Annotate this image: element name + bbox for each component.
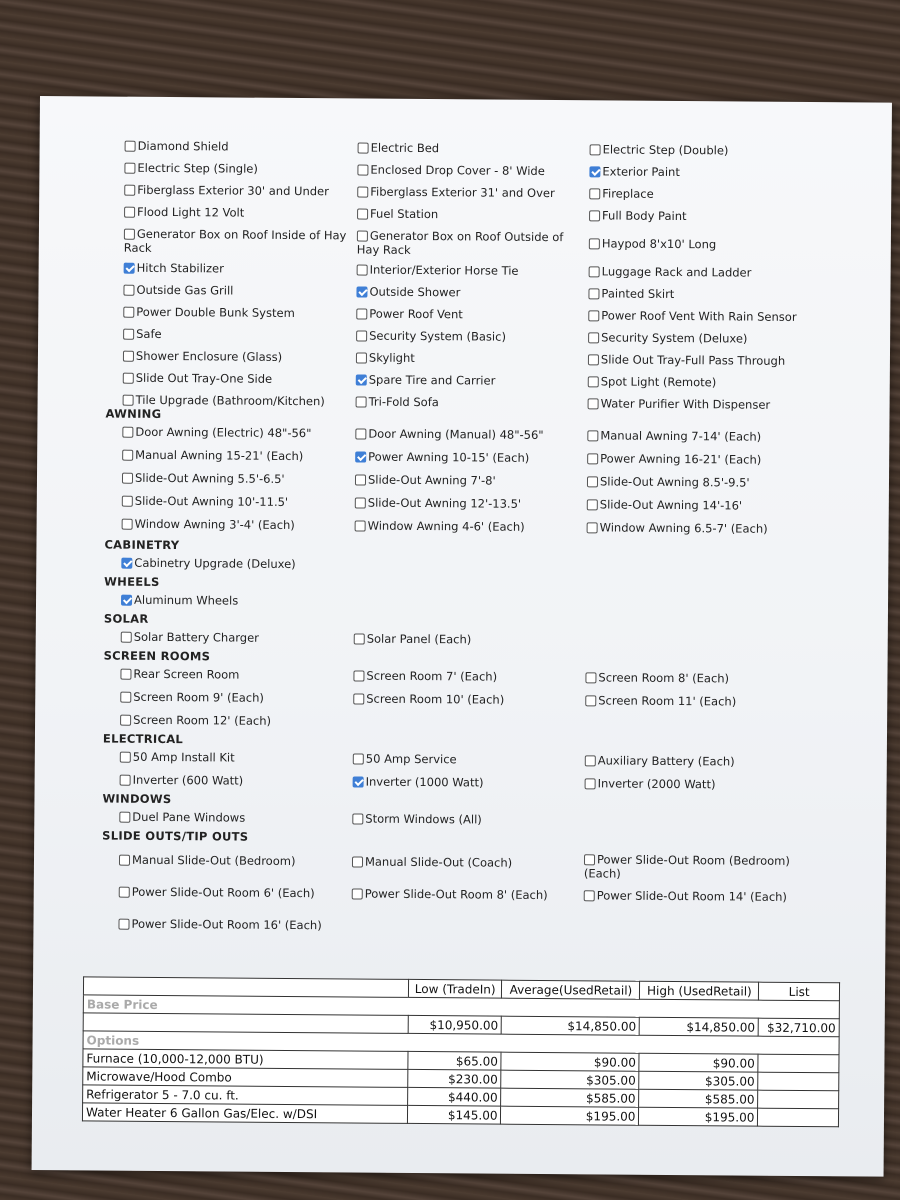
option-label: Power Roof Vent With Rain Sensor bbox=[601, 308, 797, 324]
base-price-label: Base Price bbox=[83, 995, 839, 1019]
option-label: Slide-Out Awning 7'-8' bbox=[367, 472, 496, 488]
option-enclosed-drop-cover-8-wide[interactable] bbox=[357, 162, 545, 177]
option-luggage-rack-and-ladder[interactable] bbox=[589, 264, 752, 279]
checkbox[interactable] bbox=[585, 695, 596, 706]
option-label: Enclosed Drop Cover - 8' Wide bbox=[370, 162, 545, 178]
checkbox[interactable] bbox=[123, 373, 134, 384]
option-label: Power Slide-Out Room (Bedroom) (Each) bbox=[583, 852, 790, 881]
checkbox-checked[interactable] bbox=[356, 286, 367, 297]
option-slide-out-awning-10-11-5[interactable] bbox=[122, 494, 288, 509]
option-outside-gas-grill[interactable] bbox=[123, 283, 233, 298]
option-label: Screen Room 8' (Each) bbox=[598, 670, 730, 686]
option-slide-out-awning-7-8[interactable] bbox=[355, 472, 496, 487]
option-label: Inverter (1000 Watt) bbox=[365, 774, 484, 790]
checkbox[interactable] bbox=[585, 755, 596, 766]
checkbox[interactable] bbox=[124, 185, 135, 196]
option-label: Fiberglass Exterior 31' and Over bbox=[370, 184, 555, 201]
section-heading: CABINETRY bbox=[104, 537, 180, 553]
option-interior-exterior-horse-tie[interactable] bbox=[357, 262, 519, 277]
checkbox[interactable] bbox=[353, 670, 364, 681]
option-label: Power Slide-Out Room 6' (Each) bbox=[131, 884, 315, 901]
option-label: Spare Tire and Carrier bbox=[368, 372, 496, 388]
checkbox[interactable] bbox=[353, 753, 364, 764]
option-label: Fireplace bbox=[602, 186, 654, 201]
checkbox[interactable] bbox=[122, 496, 133, 507]
option-label: Inverter (600 Watt) bbox=[132, 772, 244, 788]
section-heading: ELECTRICAL bbox=[102, 731, 184, 747]
option-security-system-deluxe[interactable] bbox=[588, 330, 747, 345]
option-low: $65.00 bbox=[408, 1051, 502, 1070]
option-label: 50 Amp Service bbox=[365, 751, 457, 767]
option-label: Window Awning 3'-4' (Each) bbox=[134, 516, 295, 533]
checkbox[interactable] bbox=[120, 775, 131, 786]
checkbox[interactable] bbox=[352, 813, 363, 824]
checkbox[interactable] bbox=[119, 887, 130, 898]
checkbox[interactable] bbox=[118, 919, 129, 930]
option-slide-out-tray-full-pass-through[interactable] bbox=[588, 352, 785, 368]
option-average: $585.00 bbox=[501, 1088, 639, 1107]
option-exterior-paint[interactable] bbox=[589, 164, 680, 179]
option-label: Interior/Exterior Horse Tie bbox=[369, 262, 519, 278]
option-aluminum-wheels[interactable] bbox=[121, 593, 238, 608]
option-label: Power Slide-Out Room 16' (Each) bbox=[131, 916, 322, 933]
option-solar-battery-charger[interactable] bbox=[121, 630, 259, 645]
option-power-awning-10-15-each[interactable] bbox=[355, 449, 529, 464]
checkbox[interactable] bbox=[584, 854, 595, 865]
option-power-slide-out-room-bedroom-each[interactable] bbox=[584, 852, 809, 882]
checkbox[interactable] bbox=[354, 633, 365, 644]
option-label: Slide-Out Awning 5.5'-6.5' bbox=[134, 470, 285, 486]
checkbox[interactable] bbox=[355, 428, 366, 439]
option-label: Screen Room 12' (Each) bbox=[133, 712, 272, 728]
option-label: Power Slide-Out Room 8' (Each) bbox=[364, 886, 548, 903]
option-safe[interactable] bbox=[123, 327, 162, 341]
option-label: 50 Amp Install Kit bbox=[132, 749, 235, 765]
checkbox[interactable] bbox=[119, 812, 130, 823]
option-manual-slide-out-bedroom[interactable] bbox=[119, 853, 296, 868]
option-label: Luggage Rack and Ladder bbox=[601, 264, 752, 280]
checkbox[interactable] bbox=[589, 266, 600, 277]
option-shower-enclosure-glass[interactable] bbox=[123, 349, 282, 364]
checkbox[interactable] bbox=[357, 264, 368, 275]
option-label: Diamond Shield bbox=[137, 138, 229, 154]
option-label: Rear Screen Room bbox=[133, 666, 240, 682]
option-label: Inverter (2000 Watt) bbox=[597, 776, 716, 792]
option-label: Tri-Fold Sofa bbox=[368, 394, 439, 410]
checkbox[interactable] bbox=[122, 519, 133, 530]
option-diamond-shield[interactable] bbox=[125, 139, 229, 154]
checkbox[interactable] bbox=[122, 427, 133, 438]
option-storm-windows-all[interactable] bbox=[352, 811, 482, 826]
checkbox[interactable] bbox=[125, 141, 136, 152]
checkbox[interactable] bbox=[588, 332, 599, 343]
option-label: Tile Upgrade (Bathroom/Kitchen) bbox=[135, 392, 325, 409]
option-label: Generator Box on Roof Outside of Hay Rack bbox=[356, 228, 564, 257]
option-label: Duel Pane Windows bbox=[132, 809, 246, 825]
option-door-awning-manual-48-56[interactable] bbox=[355, 426, 543, 441]
option-name: Water Heater 6 Gallon Gas/Elec. w/DSI bbox=[82, 1103, 407, 1124]
checkbox[interactable] bbox=[588, 398, 599, 409]
option-fiberglass-exterior-31-and-over[interactable] bbox=[357, 184, 555, 200]
option-label: Slide-Out Awning 14'-16' bbox=[599, 497, 743, 513]
option-label: Screen Room 10' (Each) bbox=[366, 691, 505, 707]
option-label: Electric Step (Single) bbox=[137, 160, 258, 176]
checkbox[interactable] bbox=[587, 522, 598, 533]
option-label: Solar Panel (Each) bbox=[366, 631, 472, 647]
option-50-amp-service[interactable] bbox=[353, 751, 457, 766]
option-average: $90.00 bbox=[501, 1052, 639, 1071]
checkbox[interactable] bbox=[120, 669, 131, 680]
options-sheet bbox=[32, 96, 892, 1177]
option-label: Manual Slide-Out (Coach) bbox=[364, 854, 513, 870]
option-auxiliary-battery-each[interactable] bbox=[585, 753, 735, 768]
option-label: Generator Box on Roof Inside of Hay Rack bbox=[123, 226, 347, 255]
checkbox[interactable] bbox=[356, 352, 367, 363]
option-label: Door Awning (Electric) 48"-56" bbox=[135, 424, 312, 441]
checkbox[interactable] bbox=[589, 210, 600, 221]
option-screen-room-8-each[interactable] bbox=[585, 670, 729, 685]
option-label: Security System (Basic) bbox=[369, 328, 507, 344]
checkbox[interactable] bbox=[587, 453, 598, 464]
checkbox[interactable] bbox=[120, 715, 131, 726]
section-heading: WHEELS bbox=[104, 574, 160, 589]
option-label: Safe bbox=[136, 326, 162, 341]
option-outside-shower[interactable] bbox=[356, 284, 460, 299]
option-skylight[interactable] bbox=[356, 350, 415, 364]
option-label: Solar Battery Charger bbox=[133, 629, 259, 645]
option-label: Hitch Stabilizer bbox=[136, 260, 224, 276]
checkbox[interactable] bbox=[119, 855, 130, 866]
base-low: $10,950.00 bbox=[408, 1015, 502, 1034]
checkbox[interactable] bbox=[123, 285, 134, 296]
option-label: Manual Awning 7-14' (Each) bbox=[600, 428, 762, 444]
options-label: Options bbox=[83, 1031, 839, 1055]
option-screen-room-10-each[interactable] bbox=[353, 691, 504, 706]
option-label: Screen Room 7' (Each) bbox=[366, 668, 498, 684]
checkbox[interactable] bbox=[120, 752, 131, 763]
checkbox-checked[interactable] bbox=[353, 776, 364, 787]
option-label: Outside Gas Grill bbox=[136, 282, 234, 298]
section-heading: SOLAR bbox=[103, 611, 149, 626]
option-fireplace[interactable] bbox=[589, 186, 654, 201]
option-label: Security System (Deluxe) bbox=[601, 330, 748, 346]
option-window-awning-3-4-each[interactable] bbox=[122, 517, 295, 532]
option-screen-room-9-each[interactable] bbox=[120, 690, 264, 705]
checkbox-checked[interactable] bbox=[124, 263, 135, 274]
option-inverter-2000-watt[interactable] bbox=[585, 776, 716, 791]
option-label: Manual Awning 15-21' (Each) bbox=[135, 447, 304, 464]
checkbox[interactable] bbox=[355, 520, 366, 531]
option-50-amp-install-kit[interactable] bbox=[120, 750, 235, 765]
option-electric-step-single[interactable] bbox=[124, 161, 258, 176]
checkbox-checked[interactable] bbox=[355, 451, 366, 462]
checkbox[interactable] bbox=[587, 430, 598, 441]
option-label: Fiberglass Exterior 30' and Under bbox=[137, 182, 329, 199]
checkbox-checked[interactable] bbox=[121, 558, 132, 569]
option-screen-room-12-each[interactable] bbox=[120, 713, 271, 728]
option-label: Screen Room 11' (Each) bbox=[598, 693, 737, 709]
option-power-slide-out-room-16-each[interactable] bbox=[118, 917, 321, 933]
option-label: Flood Light 12 Volt bbox=[137, 204, 245, 220]
option-manual-awning-15-21-each[interactable] bbox=[122, 448, 303, 463]
checkbox[interactable] bbox=[590, 144, 601, 155]
option-label: Fuel Station bbox=[370, 206, 439, 222]
checkbox[interactable] bbox=[357, 208, 368, 219]
option-door-awning-electric-48-56[interactable] bbox=[122, 425, 311, 440]
option-label: Slide-Out Awning 12'-13.5' bbox=[367, 495, 522, 511]
option-average: $305.00 bbox=[501, 1070, 639, 1089]
option-inverter-1000-watt[interactable] bbox=[353, 774, 484, 789]
col-high: High (UsedRetail) bbox=[640, 981, 759, 1000]
checkbox[interactable] bbox=[357, 186, 368, 197]
checkbox[interactable] bbox=[124, 207, 135, 218]
option-generator-box-on-roof-outside-of-hay-rack[interactable] bbox=[357, 228, 582, 258]
option-low: $145.00 bbox=[407, 1105, 501, 1124]
option-flood-light-12-volt[interactable] bbox=[124, 205, 244, 220]
option-label: Power Awning 16-21' (Each) bbox=[600, 451, 762, 467]
checkbox[interactable] bbox=[122, 473, 133, 484]
option-label: Slide Out Tray-Full Pass Through bbox=[600, 352, 786, 368]
option-high: $305.00 bbox=[639, 1071, 758, 1090]
option-fiberglass-exterior-30-and-under[interactable] bbox=[124, 183, 329, 199]
option-screen-room-11-each[interactable] bbox=[585, 693, 736, 708]
col-average: Average(UsedRetail) bbox=[502, 980, 640, 999]
checkbox[interactable] bbox=[124, 229, 135, 240]
checkbox[interactable] bbox=[123, 395, 134, 406]
option-water-purifier-with-dispenser[interactable] bbox=[588, 396, 771, 411]
option-label: Cabinetry Upgrade (Deluxe) bbox=[134, 555, 296, 572]
option-electric-step-double[interactable] bbox=[590, 142, 729, 157]
option-slide-out-tray-one-side[interactable] bbox=[123, 371, 272, 386]
section-heading: AWNING bbox=[105, 406, 162, 421]
option-full-body-paint[interactable] bbox=[589, 208, 687, 223]
checkbox[interactable] bbox=[589, 238, 600, 249]
checkbox[interactable] bbox=[585, 778, 596, 789]
option-haypod-8-x10-long[interactable] bbox=[589, 236, 716, 251]
option-label: Slide Out Tray-One Side bbox=[135, 370, 273, 386]
option-label: Exterior Paint bbox=[602, 164, 680, 180]
option-power-slide-out-room-14-each[interactable] bbox=[584, 888, 787, 904]
option-low: $440.00 bbox=[408, 1087, 502, 1106]
section-heading: SLIDE OUTS/TIP OUTS bbox=[102, 828, 249, 844]
checkbox[interactable] bbox=[588, 310, 599, 321]
option-label: Electric Bed bbox=[370, 140, 440, 156]
checkbox[interactable] bbox=[121, 632, 132, 643]
option-manual-slide-out-coach[interactable] bbox=[352, 854, 512, 869]
option-slide-out-awning-5-5-6-5[interactable] bbox=[122, 471, 285, 486]
checkbox[interactable] bbox=[123, 307, 134, 318]
checkbox[interactable] bbox=[355, 474, 366, 485]
option-power-slide-out-room-6-each[interactable] bbox=[119, 885, 315, 901]
option-label: Window Awning 6.5-7' (Each) bbox=[599, 520, 768, 536]
base-list: $32,710.00 bbox=[759, 1018, 840, 1037]
option-label: Water Purifier With Dispenser bbox=[600, 396, 771, 412]
checkbox-checked[interactable] bbox=[589, 166, 600, 177]
option-label: Screen Room 9' (Each) bbox=[133, 689, 264, 705]
option-slide-out-awning-8-5-9-5[interactable] bbox=[587, 474, 750, 489]
price-table bbox=[82, 976, 840, 1127]
section-heading: WINDOWS bbox=[102, 791, 172, 807]
option-label: Aluminum Wheels bbox=[133, 592, 239, 608]
option-slide-out-awning-12-13-5[interactable] bbox=[355, 495, 521, 510]
checkbox[interactable] bbox=[587, 499, 598, 510]
options-checklist bbox=[40, 96, 892, 933]
checkbox[interactable] bbox=[584, 890, 595, 901]
option-hitch-stabilizer[interactable] bbox=[124, 261, 224, 276]
option-label: Power Double Bunk System bbox=[136, 304, 295, 321]
option-electric-bed[interactable] bbox=[358, 140, 440, 155]
col-list: List bbox=[759, 982, 840, 1001]
option-label: Shower Enclosure (Glass) bbox=[135, 348, 283, 364]
option-power-double-bunk-system[interactable] bbox=[123, 305, 295, 320]
option-slide-out-awning-14-16[interactable] bbox=[587, 497, 742, 512]
option-label: Skylight bbox=[368, 350, 415, 365]
checkbox[interactable] bbox=[352, 888, 363, 899]
option-cabinetry-upgrade-deluxe[interactable] bbox=[121, 556, 295, 571]
option-label: Door Awning (Manual) 48"-56" bbox=[368, 426, 544, 442]
option-label: Auxiliary Battery (Each) bbox=[597, 753, 735, 769]
checkbox[interactable] bbox=[120, 692, 131, 703]
option-label: Full Body Paint bbox=[602, 208, 687, 224]
option-power-awning-16-21-each[interactable] bbox=[587, 451, 761, 466]
option-power-roof-vent-with-rain-sensor[interactable] bbox=[588, 308, 796, 324]
checkbox[interactable] bbox=[585, 672, 596, 683]
option-high: $585.00 bbox=[639, 1089, 758, 1108]
checkbox[interactable] bbox=[356, 308, 367, 319]
option-power-slide-out-room-8-each[interactable] bbox=[352, 886, 548, 902]
option-label: Painted Skirt bbox=[601, 286, 675, 301]
checkbox[interactable] bbox=[588, 376, 599, 387]
checkbox[interactable] bbox=[122, 450, 133, 461]
option-label: Power Awning 10-15' (Each) bbox=[368, 449, 530, 465]
option-label: Outside Shower bbox=[369, 284, 461, 300]
base-high: $14,850.00 bbox=[640, 1017, 759, 1036]
checkbox[interactable] bbox=[357, 230, 368, 241]
option-label: Slide-Out Awning 10'-11.5' bbox=[134, 493, 289, 509]
base-average: $14,850.00 bbox=[502, 1016, 640, 1035]
checkbox[interactable] bbox=[353, 693, 364, 704]
option-power-roof-vent[interactable] bbox=[356, 306, 463, 321]
option-label: Power Roof Vent bbox=[369, 306, 463, 322]
col-low: Low (TradeIn) bbox=[408, 979, 502, 998]
option-inverter-600-watt[interactable] bbox=[120, 773, 244, 788]
option-generator-box-on-roof-inside-of-hay-rack[interactable] bbox=[124, 227, 349, 257]
checkbox[interactable] bbox=[123, 329, 134, 340]
checkbox[interactable] bbox=[352, 856, 363, 867]
option-name: Refrigerator 5 - 7.0 cu. ft. bbox=[83, 1085, 408, 1106]
option-label: Window Awning 4-6' (Each) bbox=[367, 518, 525, 534]
option-label: Storm Windows (All) bbox=[365, 811, 482, 827]
option-duel-pane-windows[interactable] bbox=[119, 810, 245, 825]
option-name: Furnace (10,000-12,000 BTU) bbox=[83, 1049, 408, 1070]
checkbox[interactable] bbox=[587, 476, 598, 487]
option-security-system-basic[interactable] bbox=[356, 328, 506, 343]
option-window-awning-6-5-7-each[interactable] bbox=[587, 520, 768, 535]
option-manual-awning-7-14-each[interactable] bbox=[587, 428, 761, 443]
option-label: Manual Slide-Out (Bedroom) bbox=[131, 852, 296, 869]
checkbox[interactable] bbox=[588, 354, 599, 365]
checkbox-checked[interactable] bbox=[121, 595, 132, 606]
option-high: $90.00 bbox=[639, 1053, 758, 1072]
option-window-awning-4-6-each[interactable] bbox=[355, 518, 525, 533]
checkbox[interactable] bbox=[356, 330, 367, 341]
checkbox[interactable] bbox=[356, 396, 367, 407]
option-label: Slide-Out Awning 8.5'-9.5' bbox=[599, 474, 750, 490]
checkbox-checked[interactable] bbox=[356, 374, 367, 385]
option-screen-room-7-each[interactable] bbox=[353, 668, 497, 683]
option-tri-fold-sofa[interactable] bbox=[356, 394, 439, 409]
option-label: Spot Light (Remote) bbox=[600, 374, 717, 390]
option-rear-screen-room[interactable] bbox=[120, 667, 239, 682]
option-fuel-station[interactable] bbox=[357, 206, 438, 221]
checkbox[interactable] bbox=[123, 351, 134, 362]
option-label: Haypod 8'x10' Long bbox=[601, 236, 717, 252]
option-label: Power Slide-Out Room 14' (Each) bbox=[596, 888, 788, 904]
option-name: Microwave/Hood Combo bbox=[83, 1067, 408, 1088]
checkbox[interactable] bbox=[355, 497, 366, 508]
option-high: $195.00 bbox=[639, 1107, 758, 1126]
checkbox[interactable] bbox=[589, 188, 600, 199]
option-solar-panel-each[interactable] bbox=[354, 631, 472, 646]
option-low: $230.00 bbox=[408, 1069, 502, 1088]
option-average: $195.00 bbox=[501, 1106, 639, 1125]
option-painted-skirt[interactable] bbox=[588, 286, 674, 301]
option-label: Electric Step (Double) bbox=[602, 142, 729, 158]
checkbox[interactable] bbox=[588, 288, 599, 299]
checkbox[interactable] bbox=[357, 164, 368, 175]
checkbox[interactable] bbox=[124, 163, 135, 174]
option-spot-light-remote[interactable] bbox=[588, 374, 717, 389]
option-spare-tire-and-carrier[interactable] bbox=[356, 372, 496, 387]
checkbox[interactable] bbox=[358, 142, 369, 153]
section-heading: SCREEN ROOMS bbox=[103, 648, 211, 664]
